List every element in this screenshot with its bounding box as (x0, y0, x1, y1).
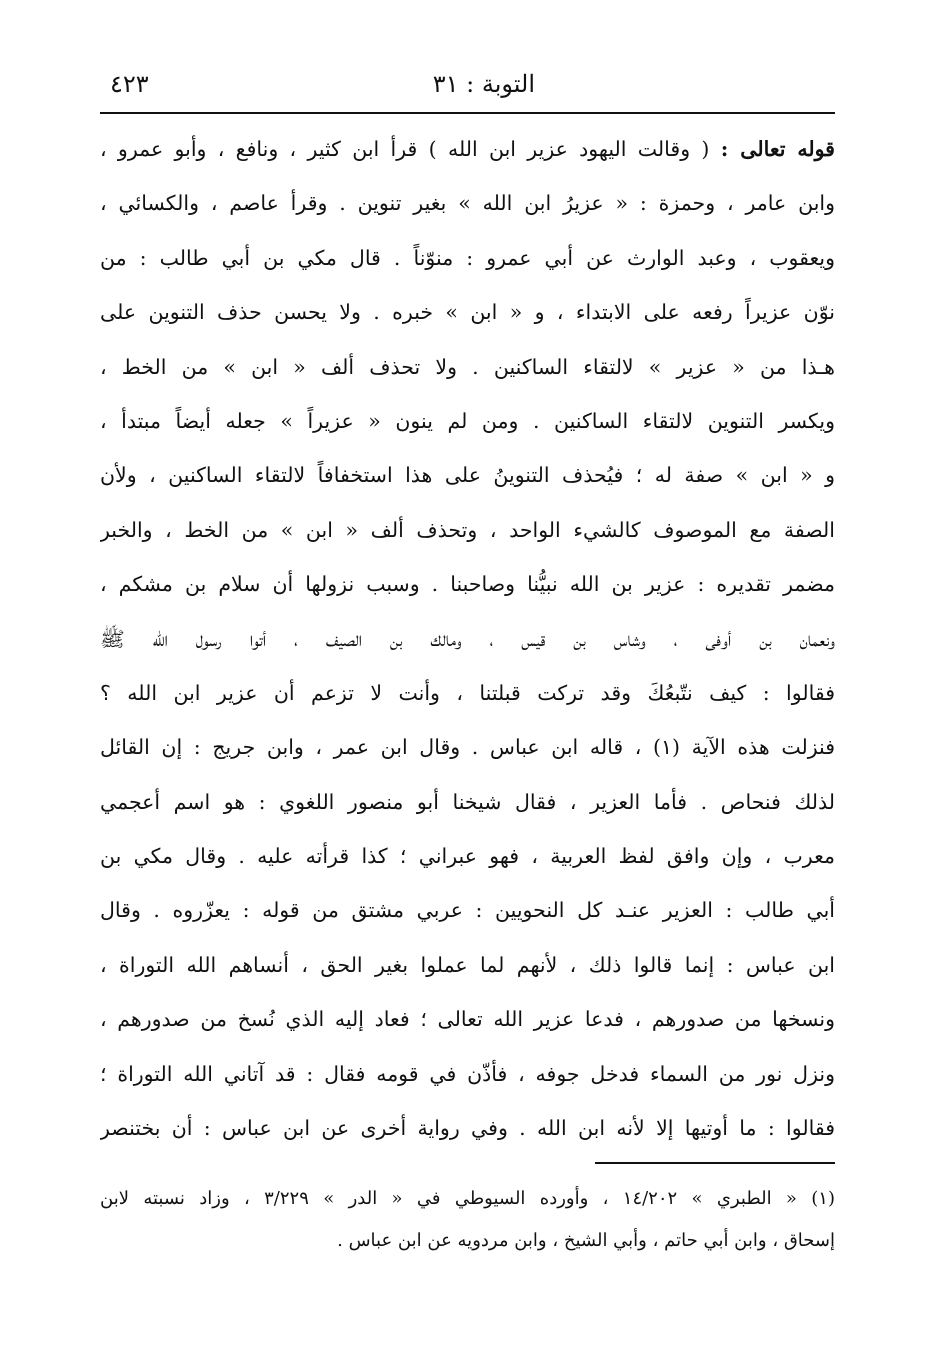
text-line (100, 720, 835, 774)
line-text: ونعمان بن أوفى ، وشاس بن قيس ، ومالك بن الصيف ، أتوا رسول الله ﷺ (100, 626, 835, 651)
text-line (100, 394, 835, 448)
line-text: ويعقوب ، وعبد الوارث عن أبي عمرو : منوّناً . قال مكي بن أبي طالب : من (100, 245, 835, 270)
header-rule (100, 112, 835, 114)
text-line (100, 992, 835, 1046)
text-line (100, 612, 835, 666)
text-line (100, 829, 835, 883)
line-text: مضمر تقديره : عزير بن الله نبيُّنا وصاحبنا . وسبب نزولها أن سلام بن مشكم ، (100, 572, 835, 597)
line-text: معرب ، وإن وافق لفظ العربية ، فهو عبراني ؛ كذا قرأته عليه . وقال مكي بن (100, 844, 835, 869)
verse-lead: قوله تعالى : (720, 137, 835, 161)
text-line (100, 340, 835, 394)
text-line (100, 666, 835, 720)
text-line (100, 231, 835, 285)
text-line (100, 938, 835, 992)
page-header (100, 62, 835, 108)
footnotes (100, 1178, 835, 1262)
text-line (100, 122, 835, 176)
line-text: فنزلت هذه الآية (١) ، قاله ابن عباس . وقال ابن عمر ، وابن جريج : إن القائل (100, 735, 835, 760)
text-line (100, 176, 835, 230)
text-line (100, 775, 835, 829)
line-text: نوّن عزيراً رفعه على الابتداء ، و « ابن » خبره . ولا يحسن حذف التنوين على (100, 300, 835, 325)
footnote-separator (595, 1162, 835, 1164)
line-text: ( وقالت اليهود عزير ابن الله ) قرأ ابن كثير ، ونافع ، وأبو عمرو ، (100, 137, 710, 161)
line-text: فقالوا : كيف نتّبعُكَ وقد تركت قبلتنا ، وأنت لا تزعم أن عزير ابن الله ؟ (100, 680, 835, 705)
line-text: فقالوا : ما أوتيها إلا لأنه ابن الله . وفي رواية أخرى عن ابن عباس : أن بختنصر (100, 1116, 835, 1141)
main-text (100, 122, 835, 1155)
line-text: ابن عباس : إنما قالوا ذلك ، لأنهم لما عملوا بغير الحق ، أنساهم الله التوراة ، (100, 952, 835, 977)
line-text: هـذا من « عزير » لالتقاء الساكنين . ولا تحذف ألف « ابن » من الخط ، (100, 354, 835, 379)
text-line (100, 448, 835, 502)
running-title: التوبة : ٣١ (432, 70, 535, 98)
line-text: الصفة مع الموصوف كالشيء الواحد ، وتحذف ألف « ابن » من الخط ، والخبر (100, 517, 835, 542)
line-text: لذلك فنحاص . فأما العزير ، فقال شيخنا أبو منصور اللغوي : هو اسم أعجمي (100, 789, 835, 814)
text-line (100, 503, 835, 557)
line-text: ونسخها من صدورهم ، فدعا عزير الله تعالى ؛ فعاد إليه الذي نُسخ من صدورهم ، (100, 1007, 835, 1032)
line-text: و « ابن » صفة له ؛ فيُحذف التنوينُ على هذا استخفافاً لالتقاء الساكنين ، ولأن (100, 463, 835, 488)
footnote-line: (١) « الطبري » ١٤/٢٠٢ ، وأورده السيوطي في « الدر » ٣/٢٢٩ ، وزاد نسبته لابن (100, 1188, 835, 1209)
text-line (100, 557, 835, 611)
line-text: ويكسر التنوين لالتقاء الساكنين . ومن لم ينون « عزيراً » جعله أيضاً مبتدأ ، (100, 408, 835, 433)
text-line (100, 285, 835, 339)
line-text: أبي طالب : العزير عنـد كل النحويين : عربي مشتق من قوله : يعزّروه . وقال (100, 898, 835, 923)
line-text: ونزل نور من السماء فدخل جوفه ، فأذّن في قومه فقال : قد آتاني الله التوراة ؛ (100, 1061, 835, 1086)
text-line (100, 1047, 835, 1101)
text-line (100, 883, 835, 937)
footnote-line: إسحاق ، وابن أبي حاتم ، وأبي الشيخ ، وابن مردويه عن ابن عباس . (337, 1230, 835, 1251)
page-number: ٤٢٣ (110, 70, 149, 98)
line-text: وابن عامر ، وحمزة : « عزيرُ ابن الله » بغير تنوين . وقرأ عاصم ، والكسائي ، (100, 191, 835, 216)
text-line (100, 1101, 835, 1155)
